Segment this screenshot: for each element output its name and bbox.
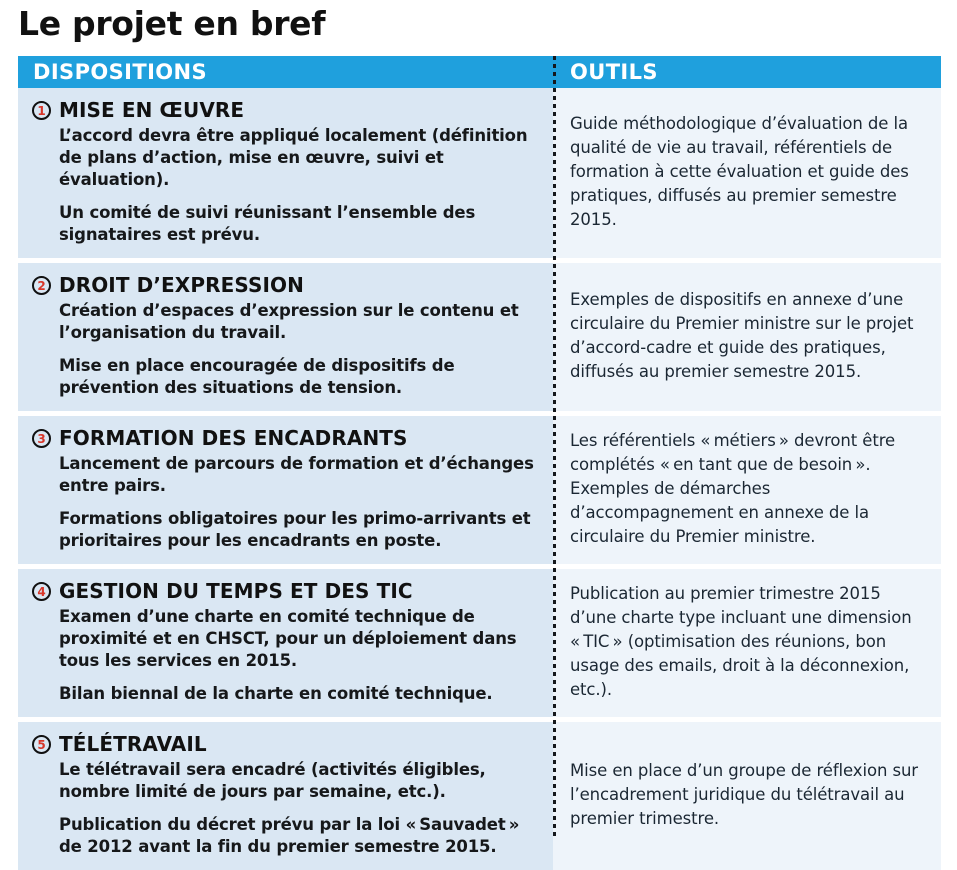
- page-title: Le projet en bref: [18, 4, 326, 43]
- row-3-tools-text: Les référentiels « métiers » devront être complétés « en tant que de besoin ». Exemples de démarches d’accompagnement en annexe de la circulaire du Premier ministre.: [570, 431, 896, 546]
- table-row: [18, 88, 941, 258]
- row-2-disposition-cell: [18, 263, 553, 411]
- row-5-paragraphs: [32, 759, 539, 858]
- row-3-paragraphs: [32, 453, 539, 552]
- number-badge-icon: 4: [32, 582, 51, 601]
- row-2-tools-text: Exemples de dispositifs en annexe d’une circulaire du Premier ministre sur le projet d’accord-cadre et guide des pratiques, diffusés au premier semestre 2015.: [570, 290, 914, 381]
- row-2-outils-cell: [553, 263, 941, 411]
- row-1-paragraph-2: Un comité de suivi réunissant l’ensemble des signataires est prévu.: [59, 203, 476, 244]
- row-2-paragraph-2: Mise en place encouragée de dispositifs de prévention des situations de tension.: [59, 356, 455, 397]
- table-row: [18, 569, 941, 717]
- number-badge-icon: 1: [32, 101, 51, 120]
- number-badge-icon: 5: [32, 735, 51, 754]
- row-4-paragraphs: [32, 606, 539, 705]
- row-3-paragraph-1: Lancement de parcours de formation et d’échanges entre pairs.: [59, 454, 534, 495]
- row-1-disposition-cell: [18, 88, 553, 258]
- row-5-heading: [32, 732, 539, 757]
- row-2-paragraphs: [32, 300, 539, 399]
- row-3-heading: [32, 426, 539, 451]
- dispositions-table: [18, 56, 941, 856]
- row-2-paragraph-1: Création d’espaces d’expression sur le contenu et l’organisation du travail.: [59, 301, 519, 342]
- row-3-paragraph-2: Formations obligatoires pour les primo-arrivants et prioritaires pour les encadrants en poste.: [59, 509, 531, 550]
- table-header-bar: [18, 56, 941, 88]
- row-5-title: TÉLÉTRAVAIL: [59, 732, 207, 756]
- row-3-title: FORMATION DES ENCADRANTS: [59, 426, 408, 450]
- row-3-outils-cell: [553, 416, 941, 564]
- number-badge-icon: 3: [32, 429, 51, 448]
- row-5-paragraph-2: Publication du décret prévu par la loi « Sauvadet » de 2012 avant la fin du premier semestre 2015.: [59, 815, 520, 856]
- row-2-heading: [32, 273, 539, 298]
- row-2-title: DROIT D’EXPRESSION: [59, 273, 304, 297]
- row-1-paragraphs: [32, 125, 539, 246]
- row-4-tools-text: Publication au premier trimestre 2015 d’une charte type incluant une dimension « TIC » (optimisation des réunions, bon usage des emails, droit à la déconnexion, etc.).: [570, 584, 912, 699]
- row-4-outils-cell: [553, 569, 941, 717]
- number-badge-icon: 2: [32, 276, 51, 295]
- row-4-disposition-cell: [18, 569, 553, 717]
- row-5-paragraph-1: Le télétravail sera encadré (activités éligibles, nombre limité de jours par semaine, etc.).: [59, 760, 486, 801]
- table-row: [18, 416, 941, 564]
- row-1-paragraph-1: L’accord devra être appliqué localement (définition de plans d’action, mise en œuvre, suivi et évaluation).: [59, 126, 528, 189]
- row-4-heading: [32, 579, 539, 604]
- header-label-dispositions: DISPOSITIONS: [33, 60, 208, 84]
- row-5-outils-cell: [553, 722, 941, 870]
- row-1-title: MISE EN ŒUVRE: [59, 98, 245, 122]
- row-4-paragraph-2: Bilan biennal de la charte en comité technique.: [59, 684, 493, 703]
- table-rows: [18, 88, 941, 870]
- row-4-title: GESTION DU TEMPS ET DES TIC: [59, 579, 413, 603]
- row-1-outils-cell: [553, 88, 941, 258]
- row-1-tools-text: Guide méthodologique d’évaluation de la qualité de vie au travail, référentiels de formation à cette évaluation et guide des pratiques, diffusés au premier semestre 2015.: [570, 114, 909, 229]
- row-5-disposition-cell: [18, 722, 553, 870]
- header-cell-outils: [553, 56, 941, 88]
- row-3-disposition-cell: [18, 416, 553, 564]
- header-label-outils: OUTILS: [570, 60, 658, 84]
- table-row: [18, 722, 941, 870]
- row-5-tools-text: Mise en place d’un groupe de réflexion sur l’encadrement juridique du télétravail au premier trimestre.: [570, 761, 918, 828]
- row-4-paragraph-1: Examen d’une charte en comité technique de proximité et en CHSCT, pour un déploiement dans tous les services en 2015.: [59, 607, 517, 670]
- header-cell-dispositions: [18, 56, 553, 88]
- row-1-heading: [32, 98, 539, 123]
- table-row: [18, 263, 941, 411]
